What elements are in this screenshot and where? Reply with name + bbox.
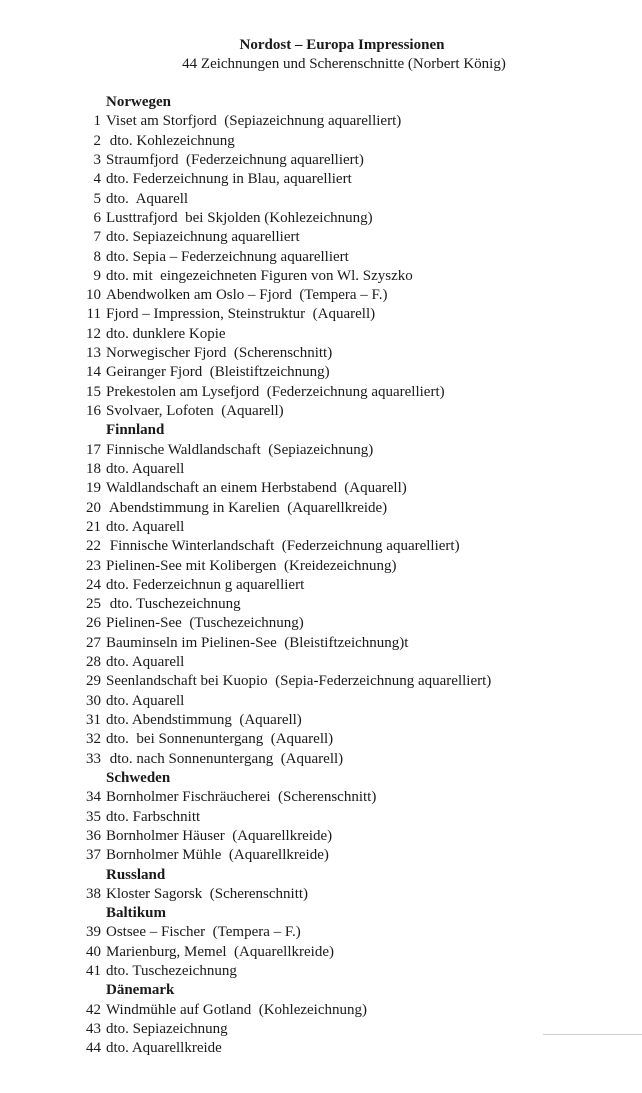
list-item xyxy=(0,634,642,653)
item-title: Straumfjord (Federzeichnung aquarelliert) xyxy=(106,151,364,168)
list-item xyxy=(0,325,642,344)
item-title: Marienburg, Memel (Aquarellkreide) xyxy=(106,943,334,960)
item-number: 40 xyxy=(86,943,101,960)
item-number: 30 xyxy=(86,692,101,709)
item-title: dto. Kohlezeichnung xyxy=(106,132,235,149)
item-title: Seenlandschaft bei Kuopio (Sepia-Federzeichnung aquarelliert) xyxy=(106,673,492,690)
list-item xyxy=(0,614,642,633)
item-number: 13 xyxy=(86,345,101,362)
item-number: 31 xyxy=(86,712,101,728)
item-number: 35 xyxy=(86,808,101,825)
item-title: Waldlandschaft an einem Herbstabend (Aquarell) xyxy=(106,480,407,497)
list-item xyxy=(0,344,642,363)
list-item xyxy=(0,885,642,904)
item-number: 36 xyxy=(86,827,101,844)
list-item xyxy=(0,170,642,189)
item-title: dto. Aquarell xyxy=(106,518,185,535)
item-title: dto. dunklere Kopie xyxy=(106,325,226,342)
list-item xyxy=(0,672,642,691)
list-item xyxy=(0,788,642,807)
artwork-list xyxy=(0,93,642,1059)
item-number: 20 xyxy=(86,499,101,516)
item-title: dto. Tuschezeichnung xyxy=(106,963,237,980)
item-title: dto. Aquarell xyxy=(106,654,185,671)
list-item xyxy=(0,595,642,614)
list-item xyxy=(0,286,642,305)
list-item xyxy=(0,518,642,537)
item-title: Abendstimmung in Karelien (Aquarellkreide) xyxy=(106,499,388,516)
item-number: 22 xyxy=(86,538,101,555)
list-item xyxy=(0,557,642,576)
list-item xyxy=(0,576,642,595)
item-title: Svolvaer, Lofoten (Aquarell) xyxy=(106,403,284,419)
list-item xyxy=(0,402,642,421)
item-number: 10 xyxy=(86,287,101,304)
item-title: dto. bei Sonnenuntergang (Aquarell) xyxy=(106,731,334,748)
item-number: 9 xyxy=(93,267,101,284)
item-title: Finnische Waldlandschaft (Sepiazeichnung) xyxy=(106,441,374,458)
item-number: 17 xyxy=(86,441,101,458)
item-title: Geiranger Fjord (Bleistiftzeichnung) xyxy=(106,364,330,381)
section-heading: Schweden xyxy=(106,769,171,786)
item-title: Bornholmer Häuser (Aquarellkreide) xyxy=(106,827,333,844)
list-item xyxy=(0,943,642,962)
list-item xyxy=(0,441,642,460)
item-number: 14 xyxy=(86,364,101,381)
list-item xyxy=(0,228,642,247)
item-number: 39 xyxy=(86,924,101,941)
item-number: 43 xyxy=(86,1021,101,1037)
item-number: 11 xyxy=(86,306,101,323)
section-heading: Norwegen xyxy=(106,94,171,110)
section-heading: Finnland xyxy=(106,422,165,439)
item-number: 33 xyxy=(86,750,101,767)
item-title: Bornholmer Fischräucherei (Scherenschnitt) xyxy=(106,789,377,806)
section-heading: Baltikum xyxy=(106,905,167,922)
item-title: dto. Sepiazeichnung xyxy=(106,1021,228,1037)
item-title: Norwegischer Fjord (Scherenschnitt) xyxy=(106,345,333,362)
item-number: 8 xyxy=(93,248,101,265)
list-item xyxy=(0,132,642,151)
list-item xyxy=(0,1001,642,1020)
item-title: Ostsee – Fischer (Tempera – F.) xyxy=(106,924,301,941)
item-title: dto. Aquarell xyxy=(106,460,185,477)
item-title: dto. nach Sonnenuntergang (Aquarell) xyxy=(106,750,344,767)
list-item xyxy=(0,537,642,556)
item-number: 23 xyxy=(86,557,101,574)
list-item xyxy=(0,190,642,209)
item-number: 12 xyxy=(86,325,101,342)
item-number: 15 xyxy=(86,383,101,400)
item-title: Bauminseln im Pielinen-See (Bleistiftzeichnung)t xyxy=(106,634,409,651)
item-title: dto. Aquarell xyxy=(106,190,189,207)
item-title: Bornholmer Mühle (Aquarellkreide) xyxy=(106,847,329,864)
item-number: 1 xyxy=(93,113,101,130)
item-number: 29 xyxy=(86,673,101,690)
list-item xyxy=(0,248,642,267)
list-item xyxy=(0,692,642,711)
list-item xyxy=(0,808,642,827)
item-title: dto. Aquarell xyxy=(106,692,185,709)
list-item xyxy=(0,1039,642,1058)
item-number: 28 xyxy=(86,654,101,671)
item-number: 26 xyxy=(86,615,101,632)
item-title: Finnische Winterlandschaft (Federzeichnung aquarelliert) xyxy=(106,538,460,555)
list-item xyxy=(0,151,642,170)
list-item xyxy=(0,363,642,382)
list-item xyxy=(0,730,642,749)
list-item xyxy=(0,653,642,672)
item-number: 4 xyxy=(93,171,101,188)
section-heading: Russland xyxy=(106,866,166,883)
list-item xyxy=(0,460,642,479)
item-title: Abendwolken am Oslo – Fjord (Tempera – F.) xyxy=(106,287,388,304)
item-title: dto. Aquarellkreide xyxy=(106,1040,222,1057)
list-item xyxy=(0,112,642,131)
item-number: 2 xyxy=(93,132,101,149)
item-title: dto. Abendstimmung (Aquarell) xyxy=(106,712,302,728)
item-title: dto. Tuschezeichnung xyxy=(106,596,241,613)
item-title: dto. mit eingezeichneten Figuren von Wl. Szyszko xyxy=(106,267,413,284)
item-number: 42 xyxy=(86,1001,101,1018)
item-title: dto. Sepia – Federzeichnung aquarelliert xyxy=(106,248,349,265)
item-title: Fjord – Impression, Steinstruktur (Aquarell) xyxy=(106,306,376,323)
item-number: 7 xyxy=(93,229,101,246)
list-item xyxy=(0,1020,642,1039)
item-number: 44 xyxy=(86,1040,101,1057)
item-title: Kloster Sagorsk (Scherenschnitt) xyxy=(106,885,309,902)
item-title: dto. Federzeichnun g aquarelliert xyxy=(106,576,305,593)
item-number: 27 xyxy=(86,634,101,651)
item-title: Windmühle auf Gotland (Kohlezeichnung) xyxy=(106,1001,367,1018)
section-heading: Dänemark xyxy=(106,982,175,999)
item-number: 32 xyxy=(86,731,101,748)
item-number: 41 xyxy=(86,963,101,980)
scan-line-divider xyxy=(543,1034,642,1035)
list-item xyxy=(0,923,642,942)
list-item xyxy=(0,305,642,324)
item-number: 18 xyxy=(86,460,101,477)
item-number: 19 xyxy=(86,480,101,497)
list-item xyxy=(0,827,642,846)
item-title: dto. Federzeichnung in Blau, aquarelliert xyxy=(106,171,352,188)
item-number: 37 xyxy=(86,847,101,864)
item-number: 38 xyxy=(86,885,101,902)
list-item xyxy=(0,267,642,286)
item-title: dto. Sepiazeichnung aquarelliert xyxy=(106,229,300,246)
list-item xyxy=(0,383,642,402)
list-item xyxy=(0,711,642,730)
item-number: 34 xyxy=(86,789,101,806)
item-number: 21 xyxy=(86,518,101,535)
list-item xyxy=(0,209,642,228)
list-item xyxy=(0,750,642,769)
list-item xyxy=(0,962,642,981)
item-number: 16 xyxy=(86,403,101,419)
item-title: Viset am Storfjord (Sepiazeichnung aquarelliert) xyxy=(106,113,402,130)
item-title: Lusttrafjord bei Skjolden (Kohlezeichnung) xyxy=(106,209,373,226)
item-number: 25 xyxy=(86,596,101,613)
document-title: Nordost – Europa Impressionen xyxy=(239,37,445,53)
item-number: 5 xyxy=(93,190,101,207)
item-title: Prekestolen am Lysefjord (Federzeichnung aquarelliert) xyxy=(106,383,445,400)
item-number: 24 xyxy=(86,576,101,593)
document-subtitle: 44 Zeichnungen und Scherenschnitte (Norbert König) xyxy=(182,56,506,72)
item-title: Pielinen-See mit Kolibergen (Kreidezeichnung) xyxy=(106,557,397,574)
item-number: 3 xyxy=(93,151,101,168)
item-title: Pielinen-See (Tuschezeichnung) xyxy=(106,615,304,632)
list-item xyxy=(0,846,642,865)
item-title: dto. Farbschnitt xyxy=(106,808,201,825)
item-number: 6 xyxy=(93,209,101,226)
list-item xyxy=(0,479,642,498)
list-item xyxy=(0,499,642,518)
